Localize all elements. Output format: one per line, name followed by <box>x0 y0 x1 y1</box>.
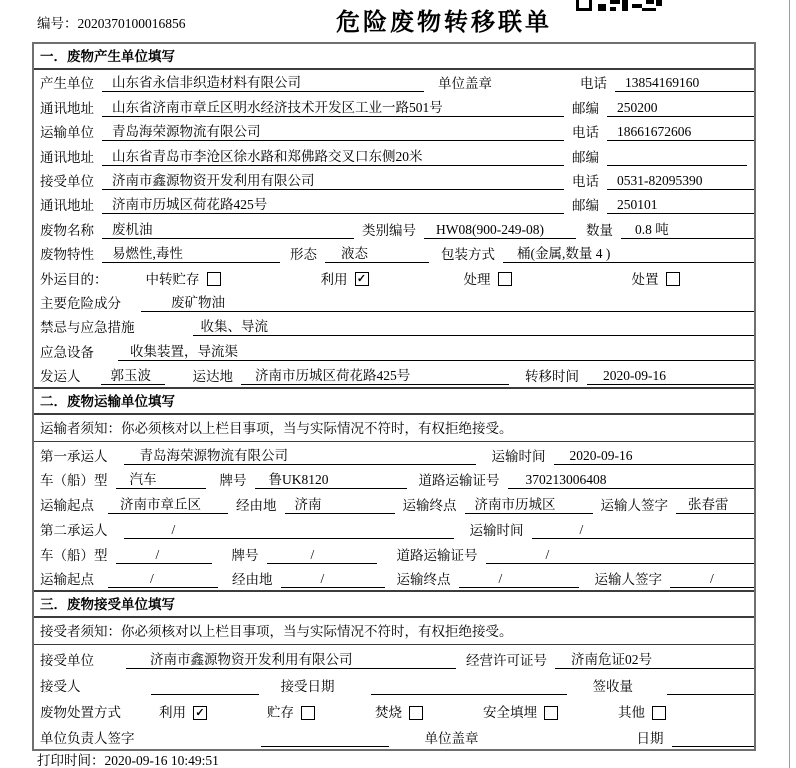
field-value <box>151 678 259 695</box>
form-row <box>34 143 754 167</box>
field-label: 邮编 <box>572 149 599 165</box>
field-value: 250101 <box>607 196 754 214</box>
field-label: 运输人签字 <box>600 498 668 514</box>
field-value: HW08(900-249-08) <box>424 221 576 239</box>
field-value: 青岛海荣源物流有限公司 <box>124 447 476 465</box>
field-value: 汽车 <box>116 471 206 489</box>
page-edge-line <box>789 0 790 768</box>
field-label: 车（船）型 <box>40 547 108 563</box>
field-label: 主要危险成分 <box>40 295 121 311</box>
field-label: 运达地 <box>192 369 233 385</box>
checkbox-label: 处理 <box>463 271 491 287</box>
form-row <box>34 723 754 749</box>
checkbox-label: 焚烧 <box>375 705 402 721</box>
form-row <box>34 338 754 362</box>
field-label: 包装方式 <box>441 247 495 263</box>
field-label: 道路运输证号 <box>418 473 500 489</box>
checkbox-label: 其他 <box>618 705 645 721</box>
field-label: 经由地 <box>232 572 273 588</box>
field-label: 接受单位 <box>40 653 94 669</box>
field-value: 济南市鑫源物资开发利用有限公司 <box>126 651 456 669</box>
field-label: 外运目的： <box>40 271 108 287</box>
checkbox-option <box>321 272 369 287</box>
field-value: 易燃性,毒性 <box>102 245 280 263</box>
field-value: 济南市历城区荷花路425号 <box>241 367 509 385</box>
print-time-value: 2020-09-16 10:49:51 <box>104 753 219 768</box>
checkbox-unchecked-icon <box>652 706 666 720</box>
section-note: 运输者须知：你必须核对以上栏目事项，当与实际情况不符时，有权拒绝接受。 <box>34 415 754 442</box>
form-row <box>34 363 754 387</box>
field-value: 济南 <box>285 496 395 514</box>
page-title: 危险废物转移联单 <box>336 9 552 36</box>
field-value: / <box>108 570 218 588</box>
qr-code-partial-icon <box>576 0 662 11</box>
section-title: 三．废物接受单位填写 <box>34 592 754 618</box>
checkbox-option <box>632 272 680 287</box>
field-value: 废机油 <box>102 221 354 239</box>
field-label: 签收量 <box>592 679 633 695</box>
field-value: / <box>116 546 212 564</box>
field-value: 济南市章丘区 <box>108 496 228 514</box>
field-label: 通讯地址 <box>40 149 94 165</box>
form-section <box>34 44 754 387</box>
field-value: / <box>670 570 754 588</box>
serial-number-line <box>37 12 186 32</box>
checkbox-label: 利用 <box>159 705 186 721</box>
checkbox-label: 处置 <box>631 271 659 287</box>
serial-number: 2020370100016856 <box>77 16 186 31</box>
field-label: 接受日期 <box>280 679 335 695</box>
field-label: 牌号 <box>231 547 259 563</box>
checkbox-unchecked-icon <box>207 272 221 286</box>
field-value <box>672 730 755 747</box>
field-value: 2020-09-16 <box>554 447 755 465</box>
checkbox-unchecked-icon <box>498 272 512 286</box>
serial-label: 编号： <box>37 16 78 31</box>
form-row <box>34 241 754 265</box>
form-row <box>34 192 754 216</box>
checkbox-checked-icon: ✓ <box>193 706 207 720</box>
field-value: 鲁UK8120 <box>255 471 407 489</box>
checkbox-option <box>483 705 558 720</box>
field-value: / <box>486 546 755 564</box>
checkbox-label: 利用 <box>320 271 348 287</box>
field-value: 13854169160 <box>615 74 754 92</box>
checkbox-unchecked-icon <box>544 706 558 720</box>
field-value: 郭玉波 <box>101 367 165 385</box>
checkbox-unchecked-icon <box>409 706 423 720</box>
field-label: 道路运输证号 <box>396 547 478 563</box>
field-value <box>261 730 389 747</box>
field-value: 济南市历城区荷花路425号 <box>102 196 564 214</box>
form-row <box>34 70 754 94</box>
field-label: 禁忌与应急措施 <box>40 320 135 336</box>
checkbox-option <box>618 705 666 720</box>
field-label: 转移时间 <box>525 369 579 385</box>
field-label: 运输终点 <box>396 572 451 588</box>
form-row <box>34 265 754 289</box>
form-row <box>34 541 754 566</box>
field-label: 电话 <box>572 173 599 189</box>
field-value: 济南危证02号 <box>555 651 754 669</box>
field-value: 收集、导流 <box>193 318 755 336</box>
field-label: 数量 <box>586 222 613 238</box>
section-title: 二．废物运输单位填写 <box>34 389 754 415</box>
field-value: 张春雷 <box>676 496 754 514</box>
field-label: 运输起点 <box>40 498 94 514</box>
form-row <box>34 467 754 492</box>
field-label: 废物名称 <box>40 222 94 238</box>
form-row <box>34 119 754 143</box>
field-label: 邮编 <box>572 198 599 214</box>
field-value <box>667 678 754 695</box>
field-value: 济南市鑫源物资开发利用有限公司 <box>102 172 564 190</box>
manifest-table <box>32 42 756 751</box>
checkbox-option <box>146 272 221 287</box>
field-label: 应急设备 <box>40 344 94 360</box>
field-value: 250200 <box>607 99 754 117</box>
field-label: 接受人 <box>40 679 81 695</box>
form-row <box>34 566 754 591</box>
form-row <box>34 697 754 723</box>
field-value: / <box>459 570 579 588</box>
field-value: 370213006408 <box>508 471 755 489</box>
field-label: 接受单位 <box>40 173 94 189</box>
field-label: 废物特性 <box>40 247 94 263</box>
field-label: 牌号 <box>219 473 247 489</box>
field-label: 单位盖章 <box>438 76 492 92</box>
form-row <box>34 671 754 697</box>
checkbox-checked-icon: ✓ <box>355 272 369 286</box>
checkbox-unchecked-icon <box>666 272 680 286</box>
checkbox-option <box>159 705 207 720</box>
field-value: 18661672606 <box>607 123 754 141</box>
field-label: 运输起点 <box>40 572 94 588</box>
checkbox-option <box>267 705 315 720</box>
form-row <box>34 290 754 314</box>
field-value: 0531-82095390 <box>607 172 754 190</box>
form-row <box>34 491 754 516</box>
checkbox-unchecked-icon <box>301 706 315 720</box>
checkbox-option <box>375 705 423 720</box>
form-row <box>34 94 754 118</box>
field-label: 单位负责人签字 <box>40 731 135 747</box>
field-label: 第一承运人 <box>40 448 108 464</box>
field-label: 发运人 <box>40 369 81 385</box>
field-label: 类别编号 <box>362 222 416 238</box>
print-time-line <box>37 749 219 768</box>
field-value: 山东省青岛市李沧区徐水路和郑佛路交叉口东侧20米 <box>102 148 564 166</box>
checkbox-option <box>464 272 512 287</box>
field-label: 单位盖章 <box>424 731 479 747</box>
field-value: 济南市历城区 <box>465 496 593 514</box>
field-label: 邮编 <box>572 100 599 116</box>
field-label: 运输时间 <box>491 448 546 464</box>
field-value: 桶(金属,数量 4 ) <box>503 245 754 263</box>
field-label: 经由地 <box>236 498 277 514</box>
field-value: / <box>124 521 454 539</box>
field-value: 2020-09-16 <box>587 367 754 385</box>
field-value: 0.8 吨 <box>621 221 754 239</box>
section-note: 接受者须知：你必须核对以上栏目事项，当与实际情况不符时，有权拒绝接受。 <box>34 618 754 645</box>
checkbox-label: 贮存 <box>267 705 294 721</box>
field-label: 运输单位 <box>40 125 94 141</box>
field-label: 运输终点 <box>402 498 457 514</box>
field-value: 青岛海荣源物流有限公司 <box>102 123 564 141</box>
field-value: / <box>281 570 385 588</box>
field-label: 经营许可证号 <box>466 653 547 669</box>
field-label: 电话 <box>572 125 599 141</box>
checkbox-label: 安全填埋 <box>483 705 537 721</box>
field-value: 废矿物油 <box>141 294 754 312</box>
form-row <box>34 442 754 467</box>
field-label: 通讯地址 <box>40 198 94 214</box>
field-label: 形态 <box>290 247 317 263</box>
form-row <box>34 216 754 240</box>
form-section <box>34 387 754 590</box>
field-label: 运输人签字 <box>594 572 662 588</box>
print-time-label: 打印时间： <box>37 753 105 768</box>
form-row <box>34 516 754 541</box>
field-label: 日期 <box>636 731 664 747</box>
field-value: 收集装置，导流渠 <box>118 343 754 361</box>
field-value: 山东省永信非织造材料有限公司 <box>102 74 424 92</box>
field-value: 山东省济南市章丘区明水经济技术开发区工业一路501号 <box>102 99 564 117</box>
field-label: 通讯地址 <box>40 100 94 116</box>
form-row <box>34 314 754 338</box>
field-label: 车（船）型 <box>40 473 108 489</box>
section-title: 一．废物产生单位填写 <box>34 44 754 70</box>
field-label: 电话 <box>580 76 607 92</box>
field-label: 产生单位 <box>40 76 94 92</box>
field-label: 运输时间 <box>469 522 524 538</box>
field-value <box>607 149 747 166</box>
field-value: 液态 <box>325 245 429 263</box>
checkbox-label: 中转贮存 <box>145 271 200 287</box>
field-label: 废物处置方式 <box>40 705 121 721</box>
field-value: / <box>532 521 755 539</box>
form-row <box>34 645 754 671</box>
form-row <box>34 168 754 192</box>
field-value: / <box>267 546 377 564</box>
field-label: 第二承运人 <box>40 522 108 538</box>
field-value <box>371 678 567 695</box>
form-section <box>34 590 754 749</box>
